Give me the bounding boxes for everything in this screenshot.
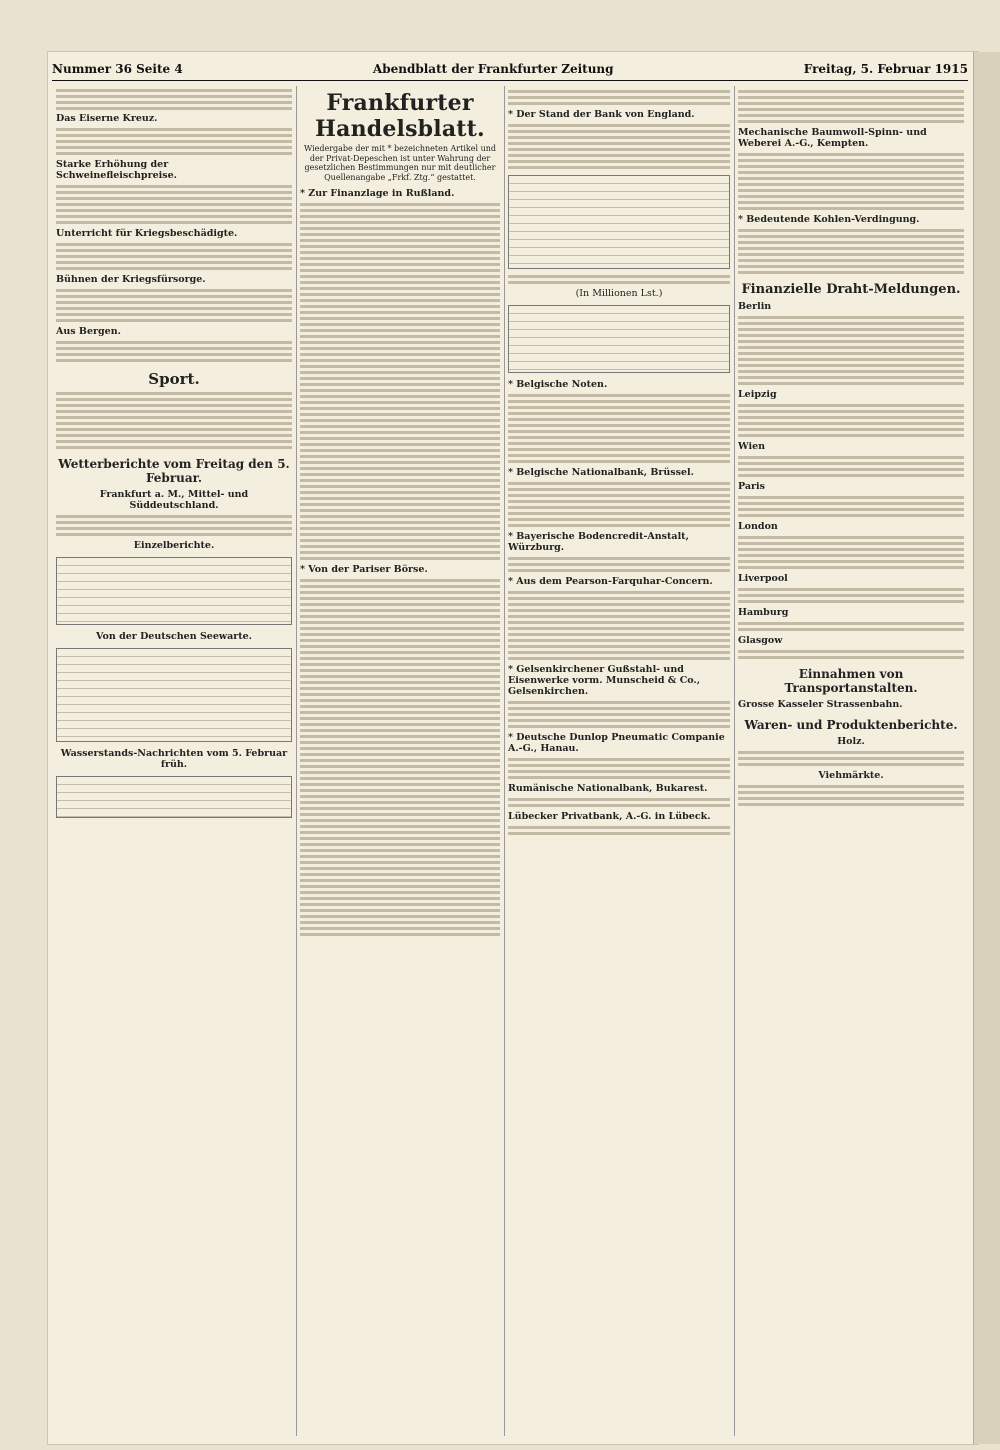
wire-column	[738, 86, 964, 1436]
weather-region: Frankfurt a. M., Mittel- und Süddeutschland.	[99, 489, 249, 511]
millions-caption: (In Millionen Lst.)	[575, 288, 663, 299]
c3-head-3: * Bayerische Bodencredit-Anstalt, Würzburg.	[508, 531, 689, 553]
c3-head-1: * Belgische Noten.	[508, 379, 608, 390]
einzel-heading: Einzelberichte.	[133, 540, 215, 551]
seewarte-heading: Von der Deutschen Seewarte.	[96, 631, 252, 642]
weather-table	[56, 557, 292, 625]
c4-head-1: * Bedeutende Kohlen-Verdingung.	[738, 214, 920, 225]
c3-head-6: * Deutsche Dunlop Pneumatic Companie A.-G., Hanau.	[508, 732, 725, 754]
left-head-4: Aus Bergen.	[56, 326, 121, 337]
left-column	[56, 86, 292, 1436]
wire-hamburg: Hamburg	[738, 607, 789, 618]
left-head-1: Starke Erhöhung der Schweinefleischpreise.	[56, 159, 177, 181]
handelsblatt-subtitle: Wiedergabe der mit * bezeichneten Artikel und der Privat-Depeschen ist unter Wahrung der gesetzlichen Bestimmungen nur mit deutlicher Quellenangabe „Frkf. Ztg.“ gestattet.	[303, 144, 497, 182]
draht-meldungen-heading: Finanzielle Draht-Meldungen.	[741, 282, 961, 297]
transport-line: Grosse Kasseler Strassenbahn.	[738, 699, 903, 710]
holz-heading: Holz.	[837, 736, 865, 747]
left-head-3: Bühnen der Kriegsfürsorge.	[56, 274, 206, 285]
handelsblatt-banner: Frankfurter Handelsblatt.	[315, 90, 485, 142]
c2-head-0: * Zur Finanzlage in Rußland.	[300, 188, 455, 200]
handelsblatt-column	[300, 86, 500, 1436]
column-divider	[734, 86, 735, 1436]
column-divider	[504, 86, 505, 1436]
left-top-text	[56, 89, 292, 110]
header-right: Freitag, 5. Februar 1915	[803, 62, 968, 76]
wire-berlin: Berlin	[738, 301, 772, 312]
c3-head-2: * Belgische Nationalbank, Brüssel.	[508, 467, 694, 478]
seewarte-table	[56, 648, 292, 742]
wasser-heading: Wasserstands-Nachrichten vom 5. Februar früh.	[60, 748, 288, 770]
left-head-2: Unterricht für Kriegsbeschädigte.	[56, 228, 238, 239]
adjacent-page-edge	[973, 52, 1000, 1444]
c3-head-7: Rumänische Nationalbank, Bukarest.	[508, 783, 708, 794]
bank-of-england-table	[508, 175, 730, 269]
weather-title: Wetterberichte vom Freitag den 5. Februar.	[58, 457, 290, 485]
transport-heading: Einnahmen von Transportanstalten.	[784, 667, 918, 695]
c3-head-4: * Aus dem Pearson-Farquhar-Concern.	[508, 576, 713, 587]
header-center: Abendblatt der Frankfurter Zeitung	[372, 62, 614, 76]
clearing-table	[508, 305, 730, 373]
header-rule	[52, 80, 968, 81]
page-header	[52, 60, 968, 78]
wire-liverpool: Liverpool	[738, 573, 788, 584]
c2-head-1: * Von der Pariser Börse.	[300, 564, 428, 576]
sport-heading: Sport.	[148, 370, 200, 388]
vieh-heading: Viehmärkte.	[818, 770, 884, 781]
wasser-table	[56, 776, 292, 818]
wire-paris: Paris	[738, 481, 766, 492]
column-divider	[296, 86, 297, 1436]
waren-heading: Waren- und Produktenberichte.	[744, 718, 958, 732]
wire-wien: Wien	[738, 441, 766, 452]
left-head-0: Das Eiserne Kreuz.	[56, 113, 158, 124]
wire-leipzig: Leipzig	[738, 389, 777, 400]
c3-head-5: * Gelsenkirchener Gußstahl- und Eisenwerke vorm. Munscheid & Co., Gelsenkirchen.	[508, 664, 701, 697]
c3-head-8: Lübecker Privatbank, A.-G. in Lübeck.	[508, 811, 711, 822]
wire-london: London	[738, 521, 778, 532]
reports-column	[508, 86, 730, 1436]
header-left: Nummer 36 Seite 4	[52, 62, 183, 76]
c4-head-0: Mechanische Baumwoll-Spinn- und Weberei A.-G., Kempten.	[738, 127, 927, 149]
c3-head-0: * Der Stand der Bank von England.	[508, 109, 695, 120]
wire-glasgow: Glasgow	[738, 635, 783, 646]
